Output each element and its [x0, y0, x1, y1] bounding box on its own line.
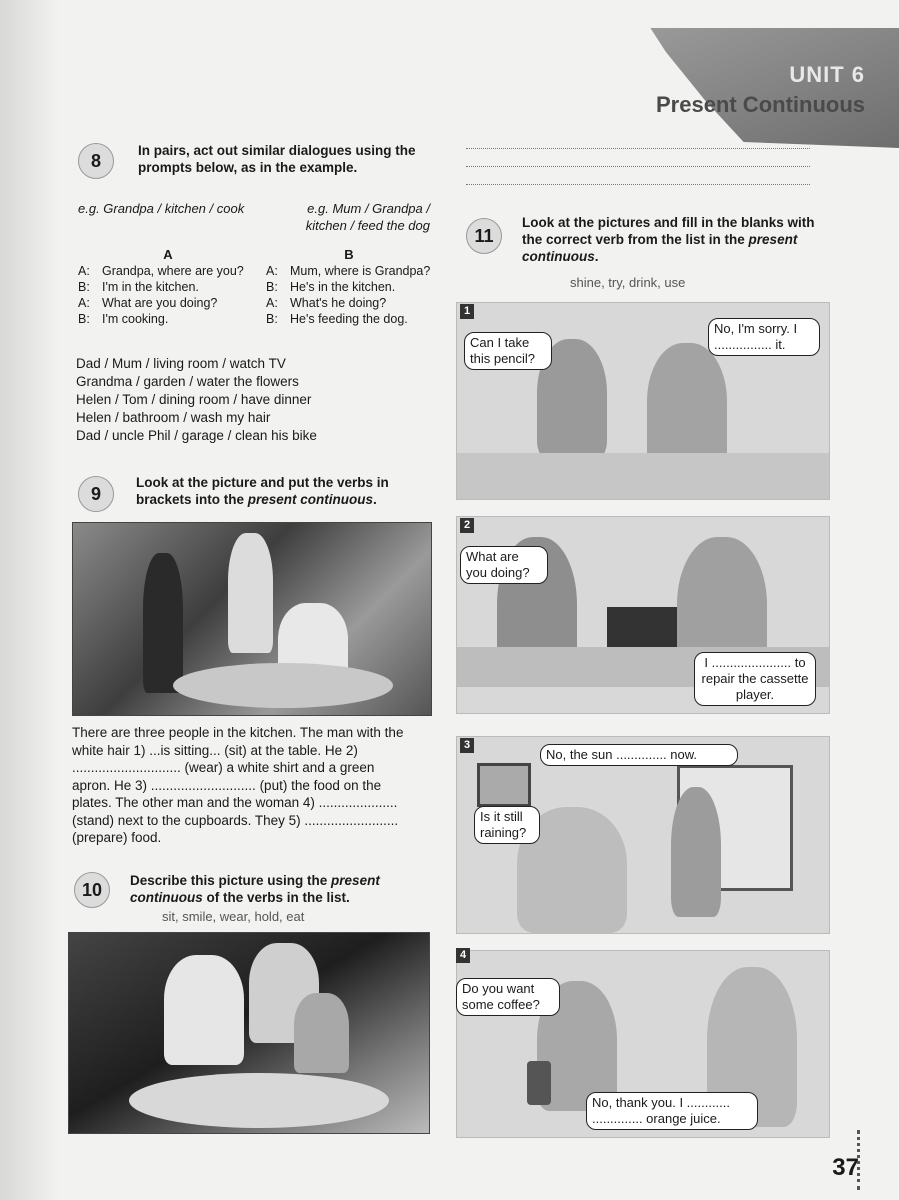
speech-bubble: I ...................... to repair the cassette player. [694, 652, 816, 706]
line-text: He's in the kitchen. [290, 280, 396, 294]
exercise-11-verbs: shine, try, drink, use [570, 275, 686, 290]
dialogue-line [266, 295, 432, 311]
speaker: A: [266, 264, 278, 278]
speaker: B: [78, 280, 90, 294]
prompt-item: Dad / uncle Phil / garage / clean his bike [76, 428, 317, 443]
desk [457, 453, 829, 499]
exercise-11-number: 11 [466, 218, 502, 254]
prompt-item: Dad / Mum / living room / watch TV [76, 356, 286, 371]
line-text: What are you doing? [102, 296, 218, 310]
dialogue-line [266, 311, 432, 327]
unit-topic: Present Continuous [655, 92, 865, 117]
family-photo [68, 932, 430, 1134]
exercise-9-number: 9 [78, 476, 114, 512]
speech-bubble: Do you want some coffee? [456, 978, 560, 1016]
answer-line [466, 148, 810, 149]
dialogue-line [266, 279, 432, 295]
instruction-text: Look at the picture and put the verbs in brackets into the [136, 475, 389, 507]
dialogue-line [78, 295, 258, 311]
exercise-11-instruction [522, 214, 818, 265]
coffee-pot [527, 1061, 551, 1105]
speech-bubble: Can I take this pencil? [464, 332, 552, 370]
exercise-9-text [72, 724, 432, 847]
cassette-player [607, 607, 677, 647]
text-line: (prepare) food. [72, 830, 162, 845]
speaker: A: [78, 264, 90, 278]
kitchen-photo [72, 522, 432, 716]
instruction-text: . [594, 249, 599, 264]
speech-bubble: What are you doing? [460, 546, 548, 584]
dialogue-line [78, 279, 258, 295]
column-heading: A [163, 247, 173, 262]
speaker: A: [78, 296, 90, 310]
answer-line [466, 184, 810, 185]
line-text: What's he doing? [290, 296, 387, 310]
picture-number: 2 [460, 518, 474, 533]
instruction-emphasis: present continuous [247, 492, 374, 507]
dialogue-line [78, 311, 258, 327]
line-text: I'm cooking. [102, 312, 169, 326]
text-line: There are three people in the kitchen. The man with the [72, 725, 404, 740]
column-heading: B [344, 247, 354, 262]
line-text: I'm in the kitchen. [102, 280, 199, 294]
instruction-text: Look at the pictures and fill in the blanks with the correct verb from the list in the [522, 215, 815, 247]
example-b: e.g. Mum / Grandpa / kitchen / feed the dog [305, 201, 430, 233]
speaker: A: [266, 296, 278, 310]
speech-bubble: Is it still raining? [474, 806, 540, 844]
exercise-8-instruction: In pairs, act out similar dialogues using the prompts below, as in the example. [138, 143, 416, 175]
example-a: e.g. Grandpa / kitchen / cook [78, 201, 245, 216]
text-line: plates. The other man and the woman 4) ..................... [72, 795, 398, 810]
instruction-emphasis: present continuous [130, 873, 380, 905]
text-line: ............................. (wear) a white shirt and a green [72, 760, 375, 775]
speech-bubble: No, thank you. I ............ .............. orange juice. [586, 1092, 758, 1130]
woman-figure [143, 553, 183, 693]
exercise-10-verbs: sit, smile, wear, hold, eat [162, 909, 305, 924]
prompt-item: Helen / Tom / dining room / have dinner [76, 392, 312, 407]
speech-bubble: No, I'm sorry. I ................ it. [708, 318, 820, 356]
dialogue-line [266, 263, 432, 279]
exercise-8-prompts [76, 355, 426, 445]
picture-number: 4 [456, 948, 470, 963]
man-at-window-figure [671, 787, 721, 917]
text-line: apron. He 3) ............................ (put) the food on the [72, 777, 382, 793]
exercise-10-instruction [130, 872, 430, 906]
page-edge-dots [857, 1130, 863, 1190]
exercise-10-number: 10 [74, 872, 110, 908]
picture-number: 3 [460, 738, 474, 753]
line-text: Grandpa, where are you? [102, 264, 244, 278]
instruction-text: Describe this picture using the [130, 873, 332, 888]
prompt-item: Helen / bathroom / wash my hair [76, 410, 271, 425]
speaker: B: [78, 312, 90, 326]
speech-bubble: No, the sun .............. now. [540, 744, 738, 766]
page-binding-shadow [0, 0, 60, 1200]
wall-picture [477, 763, 531, 807]
text-line: white hair 1) ...is sitting... (sit) at the table. He 2) [72, 742, 358, 758]
text-line: (stand) next to the cupboards. They 5) ......................... [72, 812, 399, 828]
exercise-8-number: 8 [78, 143, 114, 179]
prompt-item: Grandma / garden / water the flowers [76, 374, 299, 389]
exercise-9-instruction [136, 474, 432, 508]
instruction-text: . [373, 492, 377, 507]
table-food [173, 663, 393, 708]
smiling-man-figure [164, 955, 244, 1065]
dialogue-line [78, 263, 258, 279]
unit-title: UNIT 6 [789, 62, 865, 87]
line-text: He's feeding the dog. [290, 312, 408, 326]
man-figure [228, 533, 273, 653]
child-figure [294, 993, 349, 1073]
dinner-table [129, 1073, 389, 1128]
instruction-emphasis: present continuous [522, 232, 798, 264]
answer-line [466, 166, 810, 167]
line-text: Mum, where is Grandpa? [290, 264, 431, 278]
page-number: 37 [832, 1154, 859, 1181]
unit-banner [640, 28, 899, 148]
instruction-text: of the verbs in the list. [202, 890, 350, 905]
speaker: B: [266, 312, 278, 326]
speaker: B: [266, 280, 278, 294]
dialogue-column-a [78, 247, 258, 327]
dialogue-column-b [266, 247, 432, 327]
picture-number: 1 [460, 304, 474, 319]
